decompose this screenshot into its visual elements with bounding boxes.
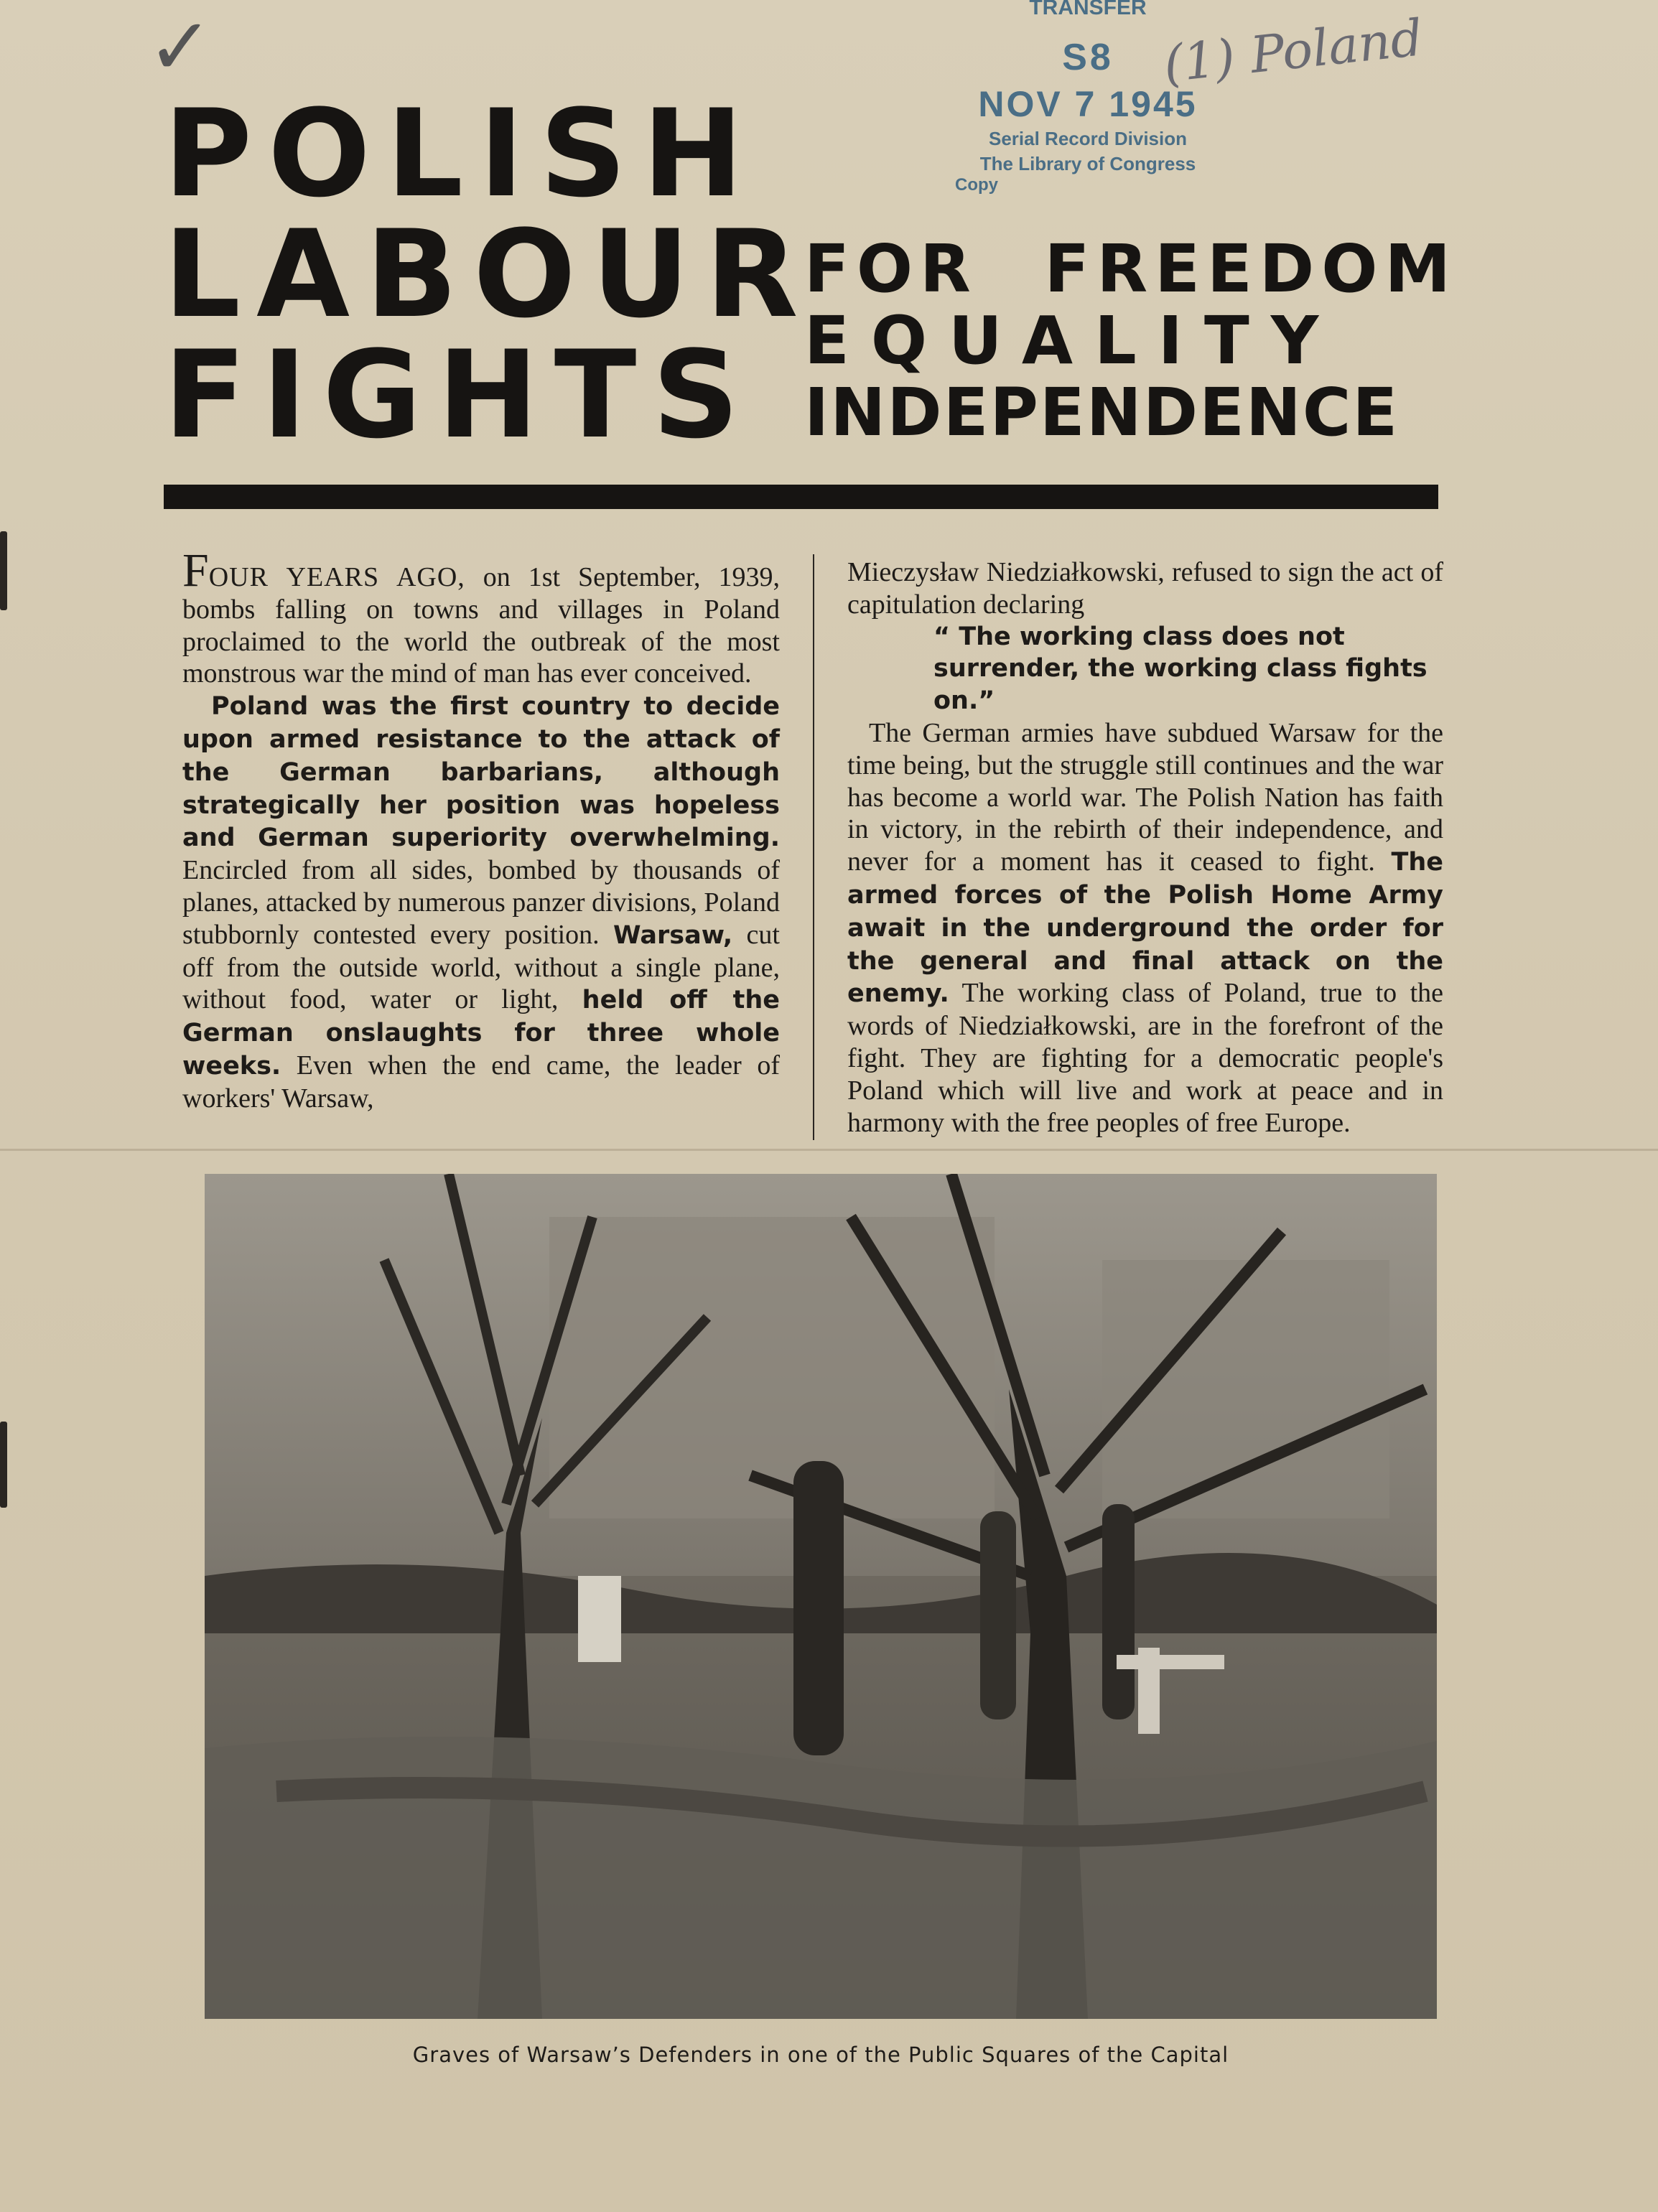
column-divider bbox=[813, 554, 814, 1140]
staple-mark bbox=[0, 1422, 7, 1508]
library-stamp bbox=[933, 0, 1242, 195]
subheadline-line: INDEPENDENCE bbox=[804, 374, 1399, 451]
article-quote: “ The working class does not surrender, the working class fights on.” bbox=[933, 622, 1428, 716]
article-bold-text: held off the German onslaughts for three whole weeks. bbox=[182, 986, 781, 1081]
headline-line: LABOUR bbox=[164, 204, 814, 345]
handwritten-checkmark: ✓ bbox=[147, 1, 214, 93]
drop-cap: F bbox=[182, 544, 209, 597]
article-column-left bbox=[182, 544, 781, 1115]
stamp-date: NOV 7 1945 bbox=[978, 84, 1198, 124]
article-text: Encircled from all sides, bombed by thousands of planes, attacked by numerous panzer divisions, Poland stubbornly contested every position. bbox=[182, 855, 780, 950]
article-paragraph bbox=[847, 556, 1443, 621]
stamp-line: Serial Record Division bbox=[989, 128, 1187, 149]
article-text: Even when the end came, the leader of workers' Warsaw, bbox=[182, 1050, 780, 1114]
subheadline-line: EQUALITY bbox=[804, 302, 1341, 379]
subheadline-line: FOR FREEDOM bbox=[804, 230, 1458, 307]
photograph-graves bbox=[205, 1174, 1437, 2019]
heading-rule bbox=[164, 485, 1438, 509]
photo-illustration bbox=[205, 1174, 1437, 2019]
article-bold-text: Poland was the first country to decide upon armed resistance to the attack of the German barbarians, although strategically her position was hopeless and German superiority overwhelming. bbox=[182, 692, 780, 853]
handwritten-note: (1) Poland bbox=[1160, 8, 1426, 94]
headline-line: POLISH bbox=[164, 83, 760, 224]
paper-fold bbox=[0, 1149, 1658, 1151]
stamp-line: TRANSFER bbox=[1029, 0, 1147, 19]
article-paragraph bbox=[847, 717, 1443, 1139]
staple-mark bbox=[0, 531, 7, 610]
opening-words: OUR YEARS AGO, bbox=[208, 562, 465, 592]
photo-caption: Graves of Warsaw’s Defenders in one of the Public Squares of the Capital bbox=[412, 2043, 1229, 2067]
headline-line: FIGHTS bbox=[164, 325, 755, 465]
article-bold-text: Warsaw, bbox=[613, 920, 733, 950]
headline bbox=[164, 83, 814, 465]
article-text: Mieczysław Niedziałkowski, refused to sign the act of capitulation declaring bbox=[847, 557, 1443, 620]
article-text: The working class of Poland, true to the words of Niedziałkowski, are in the forefront of the fight. They are fighting for a democratic people's Poland which will live and work at peace and in harmony with the free peoples of free Europe. bbox=[847, 978, 1443, 1138]
stamp-line: S8 bbox=[1062, 37, 1114, 78]
article-bold-text: The armed forces of the Polish Home Army await in the underground the order for the general and final attack on the enemy. bbox=[847, 848, 1443, 1009]
stamp-line: The Library of Congress bbox=[979, 153, 1196, 174]
article-paragraph bbox=[182, 690, 780, 1114]
article-column-right bbox=[847, 556, 1443, 1139]
stamp-line: Copy bbox=[955, 175, 998, 195]
article-text: on 1st September, 1939, bombs falling on towns and villages in Poland proclaimed to the world the outbreak of the most monstrous war the mind of man has ever conceived. bbox=[182, 562, 780, 689]
article-text: cut off from the outside world, without a single plane, without food, water or light, bbox=[182, 919, 780, 1015]
article-paragraph bbox=[182, 544, 780, 690]
article-text: The German armies have subdued Warsaw for the time being, but the struggle still continues and the war has become a world war. The Polish Nation has faith in victory, in the rebirth of their independence, and never for a moment has it ceased to fight. bbox=[847, 717, 1443, 877]
subheadline bbox=[804, 230, 1458, 451]
